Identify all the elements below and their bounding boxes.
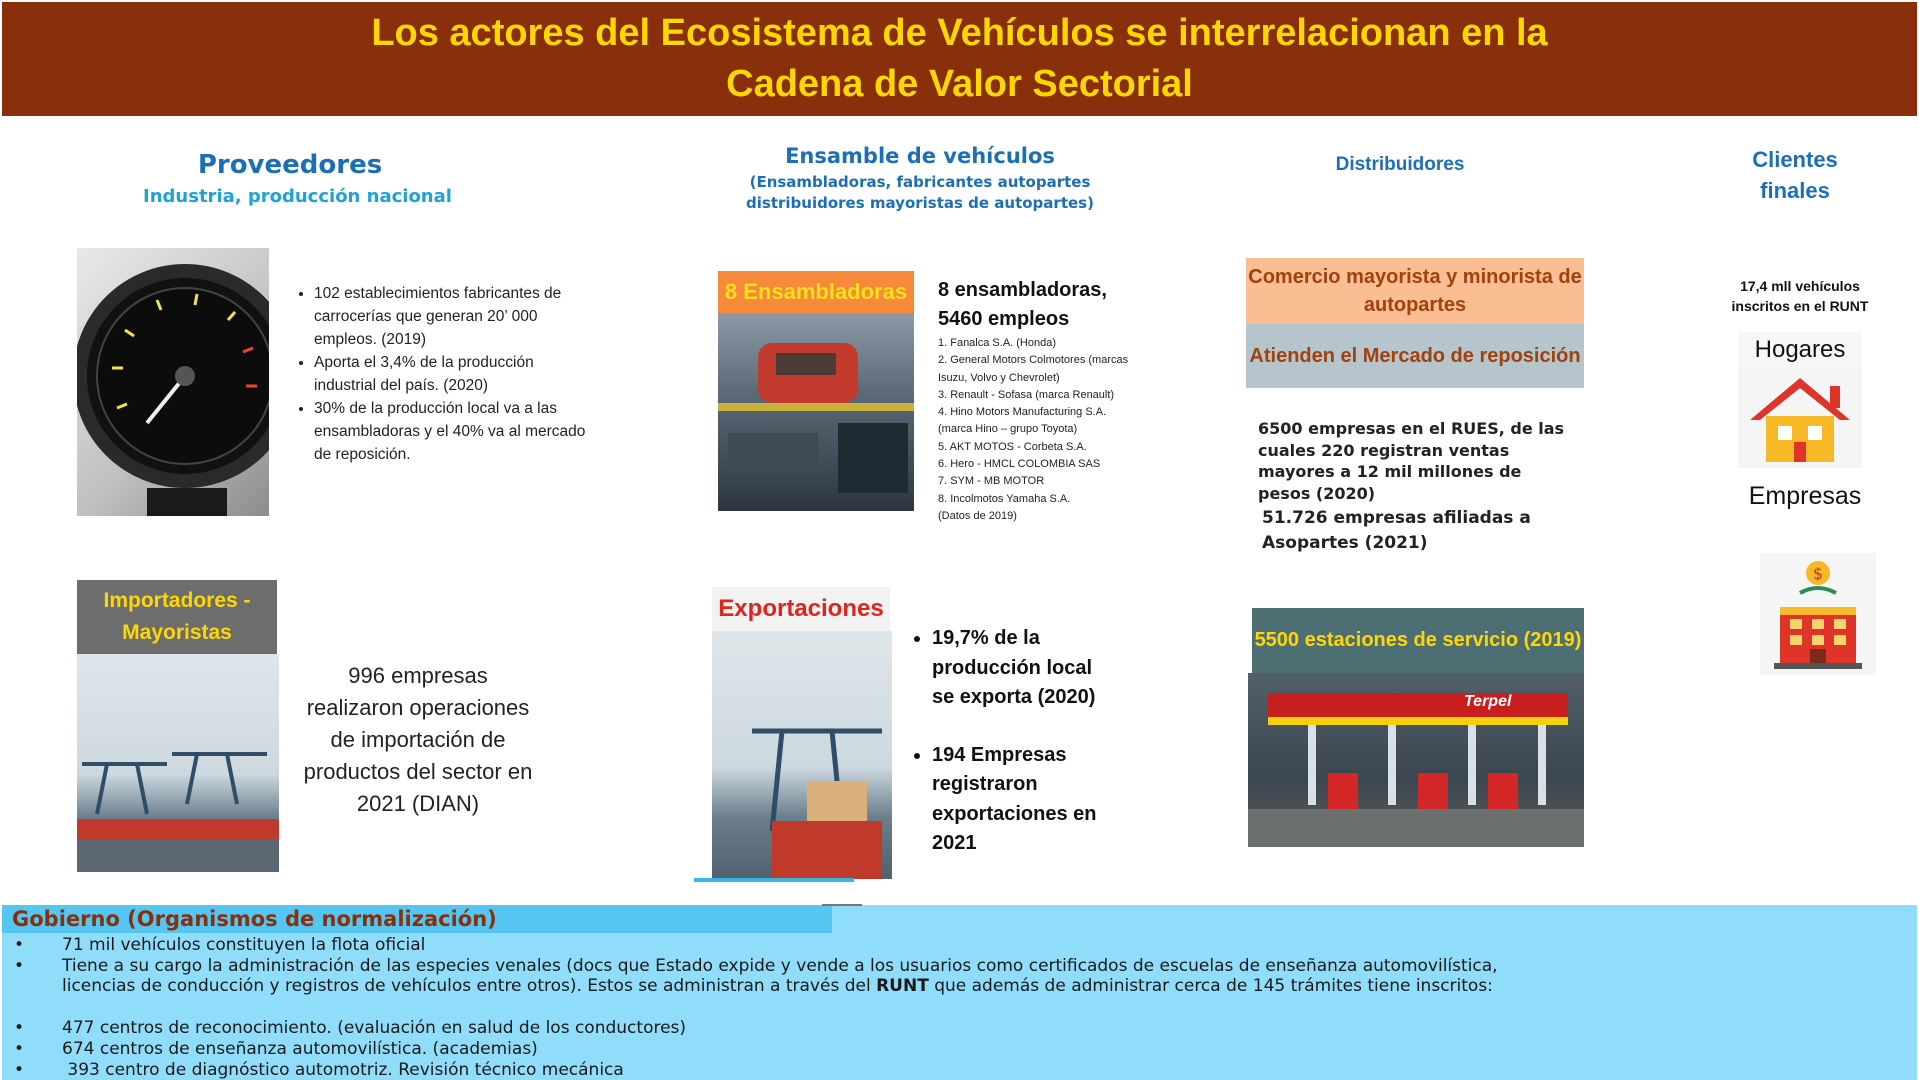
rues-text: 6500 empresas en el RUES, de las cuales 220 registran ventas mayores a 12 mil millones de pesos (2020) — [1258, 419, 1565, 503]
gobierno-line-2: • Tiene a su cargo la administración de las especies venales (docs que Estado expide y vende a los usuarios como certificados de escuelas de enseñanza automovilística, — [14, 956, 1498, 976]
proveedores-subtitle: Industria, producción nacional — [143, 186, 452, 207]
ensambladora-item: 1. Fanalca S.A. (Honda) — [938, 337, 1057, 349]
proveedores-bullet-3: • 30% de la producción local va a las ensambladoras y el 40% va al mercado de reposición. — [314, 397, 586, 466]
ensamble-headline-line-2: 5460 empleos — [938, 308, 1070, 330]
gobierno-line-6-text: 393 centro de diagnóstico automotriz. Revisión técnico mecánica — [62, 1060, 624, 1080]
ensambladora-item: Isuzu, Volvo y Chevrolet) — [938, 371, 1060, 384]
exportaciones-underline — [694, 878, 854, 882]
empresas-label: Empresas — [1748, 482, 1862, 510]
house-icon — [1738, 368, 1862, 468]
distribuidores-title: Distribuidores — [1335, 154, 1465, 175]
ensambladora-item: 2. General Motors Colmotores (marcas — [938, 354, 1129, 367]
title-line-1: Los actores del Ecosistema de Vehículos se interrelacionan en la — [371, 12, 1548, 54]
title-line-2: Cadena de Valor Sectorial — [726, 63, 1193, 105]
ensambladora-item: 7. SYM - MB MOTOR — [938, 475, 1045, 488]
exportaciones-bullet-2: • 194 Empresas registraron exportaciones en 2021 — [932, 741, 1106, 859]
proveedores-title: Proveedores — [197, 150, 383, 180]
exportaciones-bullets — [916, 624, 1106, 859]
gobierno-line-4-text: 477 centros de reconocimiento. (evaluación en salud de los conductores) — [62, 1018, 687, 1038]
clientes-title-line-1: Clientes — [1752, 147, 1838, 172]
ensambladoras-badge: 8 Ensambladoras — [718, 271, 914, 313]
building-icon — [1760, 553, 1876, 675]
gobierno-line-4: • 477 centros de reconocimiento. (evaluación en salud de los conductores) — [14, 1018, 687, 1038]
tachometer-image — [77, 248, 269, 516]
ensamble-headline-line-1: 8 ensambladoras, — [938, 279, 1107, 301]
exportaciones-label: Exportaciones — [712, 587, 890, 631]
gobierno-line-3c: que además de administrar cerca de 145 trámites tiene inscritos: — [928, 976, 1493, 996]
runt-stat — [1710, 276, 1890, 316]
asopartes-text: 51.726 empresas afiliadas a Asopartes (2021) — [1262, 508, 1531, 553]
ensambladoras-list — [938, 335, 1178, 525]
ensambladora-item: 5. AKT MOTOS - Corbeta S.A. — [938, 440, 1087, 453]
proveedores-bullet-2: • Aporta el 3,4% de la producción industrial del país. (2020) — [314, 351, 586, 397]
ensamble-title: Ensamble de vehículos — [785, 144, 1055, 168]
ensambladora-item: 4. Hino Motors Manufacturing S.A. — [938, 406, 1107, 419]
runt-stat-line-1: 17,4 mll vehículos — [1740, 278, 1860, 294]
ensamble-subtitle — [690, 172, 1150, 214]
ensambladora-item: 8. Incolmotos Yamaha S.A. — [938, 492, 1071, 505]
runt-stat-line-2: inscritos en el RUNT — [1731, 298, 1869, 314]
proveedores-bullets — [296, 282, 586, 466]
gobierno-line-2-text: Tiene a su cargo la administración de las especies venales (docs que Estado expide y vende a los usuarios como certificados de escuelas de enseñanza automovilística, — [62, 956, 1498, 976]
clientes-title-line-2: finales — [1760, 178, 1830, 203]
gobierno-line-1-text: 71 mil vehículos constituyen la flota oficial — [62, 935, 426, 955]
ensamble-headline — [938, 276, 1188, 334]
gobierno-line-3 — [62, 976, 1493, 996]
ensambladora-item: 6. Hero - HMCL COLOMBIA SAS — [938, 458, 1101, 471]
gobierno-line-3a: licencias de conducción y registros de vehículos entre otros). Estos se administran a través del — [62, 976, 877, 996]
export-ship-image — [712, 631, 892, 879]
importadores-label: Importadores - Mayoristas — [77, 580, 277, 654]
estaciones-label: 5500 estaciones de servicio (2019) — [1252, 608, 1584, 673]
ensambladora-item: (Datos de 2019) — [938, 509, 1017, 522]
title-banner — [2, 2, 1917, 116]
ensamble-subtitle-line-2: distribuidores mayoristas de autopartes) — [746, 194, 1094, 212]
clientes-title — [1700, 144, 1890, 206]
assembly-line-image — [718, 313, 914, 511]
ensambladora-item: (marca Hino – grupo Toyota) — [938, 423, 1078, 436]
port-cranes-image — [77, 654, 279, 872]
mercado-reposicion-box: Atienden el Mercado de reposición — [1246, 324, 1584, 388]
hogares-label: Hogares — [1738, 332, 1862, 368]
exportaciones-bullet-1: • 19,7% de la producción local se exporta (2020) — [932, 624, 1106, 713]
comercio-box: Comercio mayorista y minorista de autopartes — [1246, 258, 1584, 324]
gobierno-line-1: • 71 mil vehículos constituyen la flota oficial — [14, 935, 426, 955]
proveedores-bullet-1: • 102 establecimientos fabricantes de carrocerías que generan 20’ 000 empleos. (2019) — [314, 282, 586, 351]
gobierno-title: Gobierno (Organismos de normalización) — [2, 905, 832, 933]
gobierno-line-5-text: 674 centros de enseñanza automovilística. (academias) — [62, 1039, 538, 1059]
ensamble-subtitle-line-1: (Ensambladoras, fabricantes autopartes — [749, 173, 1091, 191]
gobierno-divider — [822, 904, 862, 906]
terpel-brand: Terpel — [1464, 693, 1512, 710]
gas-station-image — [1248, 673, 1584, 847]
svg-text:$: $ — [1812, 564, 1824, 583]
gobierno-line-6: • 393 centro de diagnóstico automotriz. Revisión técnico mecánica — [14, 1060, 624, 1080]
runt-label: RUNT — [876, 976, 929, 996]
importadores-text: 996 empresas realizaron operaciones de importación de productos del sector en 2021 (DIAN) — [303, 663, 533, 816]
ensambladora-item: 3. Renault - Sofasa (marca Renault) — [938, 388, 1115, 401]
gobierno-line-5: • 674 centros de enseñanza automovilística. (academias) — [14, 1039, 538, 1059]
